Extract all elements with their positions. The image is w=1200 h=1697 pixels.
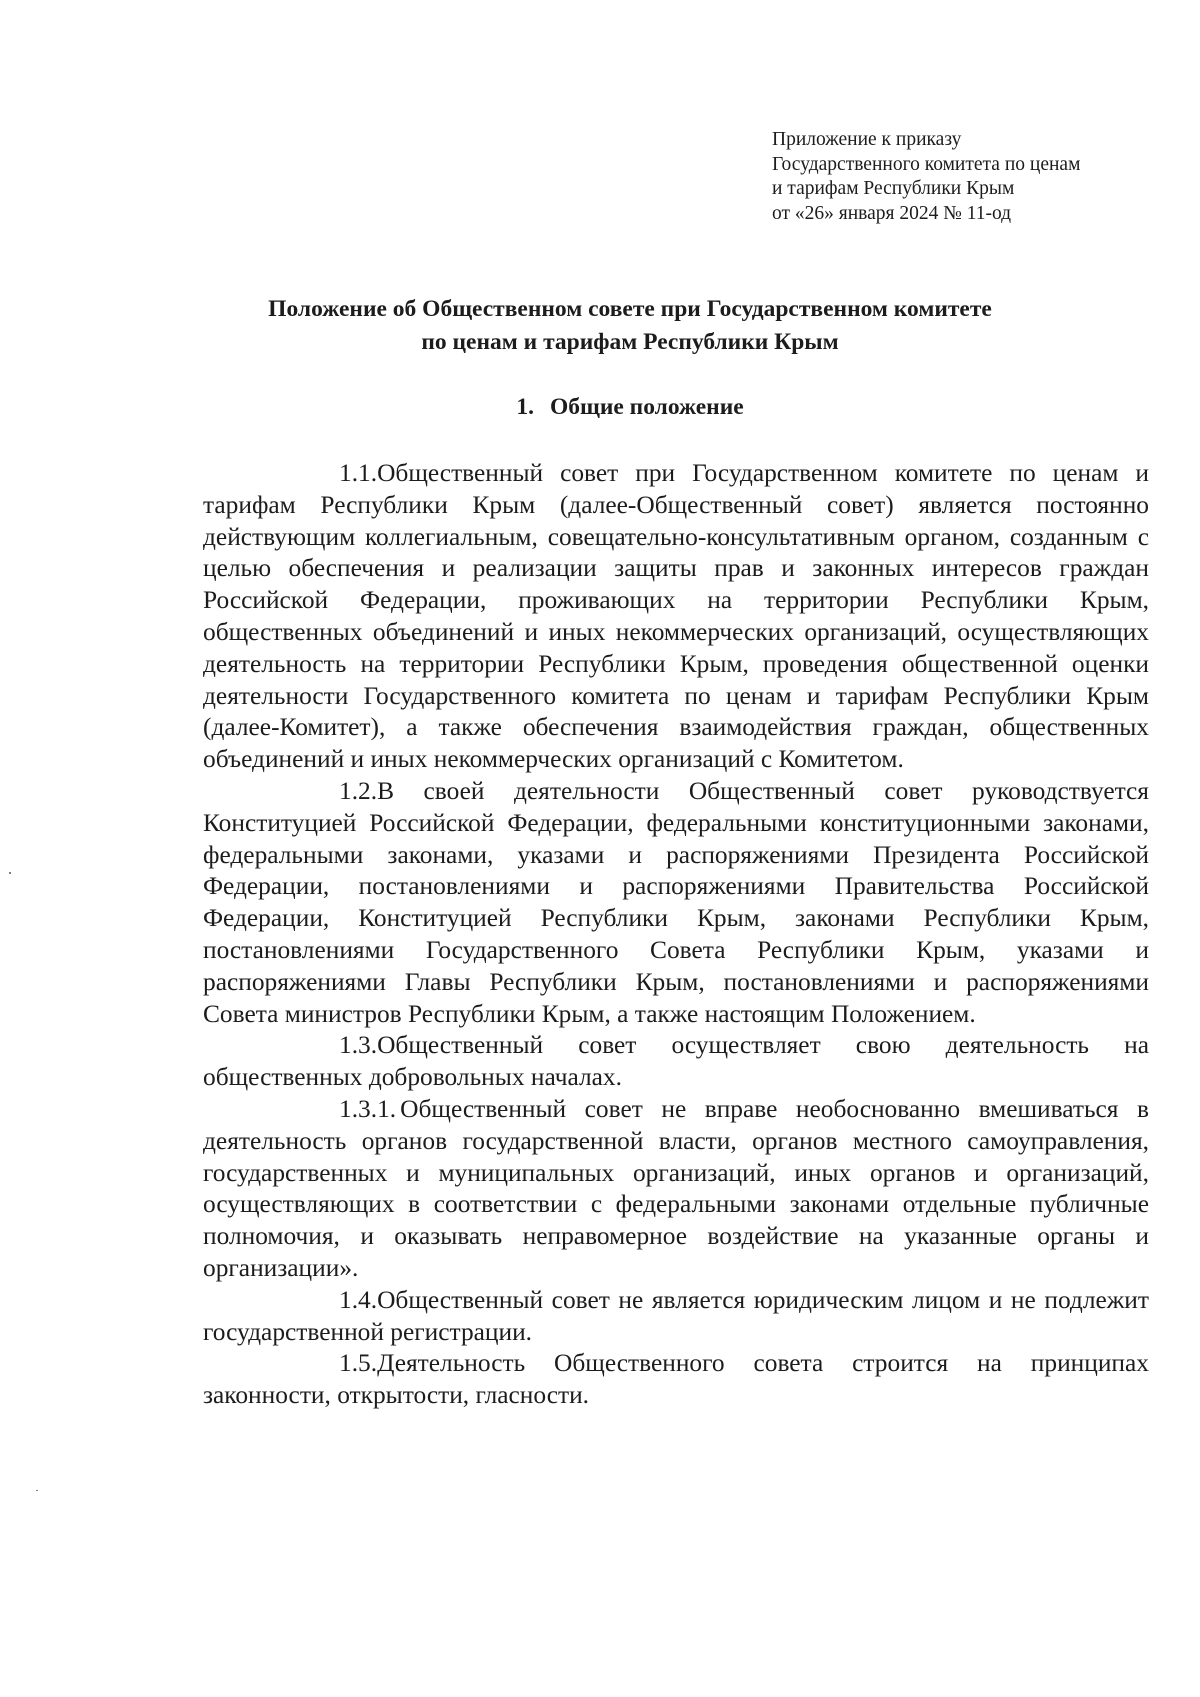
appendix-line: Государственного комитета по ценам bbox=[772, 153, 1081, 175]
paragraph-number: 1.4. bbox=[339, 1285, 378, 1314]
paragraph bbox=[203, 1348, 1149, 1412]
paragraph-text: Общественный совет не вправе необоснованно вмешиваться в деятельность органов государственной власти, органов местного самоуправления, государственных и муниципальных организаций, иных органов и организаций, осуществляющих в соответствии с федеральными законами отдельные публичные полномочия, и оказывать неправомерное воздействие на указанные органы и организации». bbox=[203, 1094, 1149, 1282]
paragraph-text: В своей деятельности Общественный совет руководствуется Конституцией Российской Федерации, федеральными конституционными законами, федеральными законами, указами и распоряжениями Президента Российской Федерации, постановлениями и распоряжениями Правительства Российской Федерации, Конституцией Республики Крым, законами Республики Крым, постановлениями Государственного Совета Республики Крым, указами и распоряжениями Главы Республики Крым, постановлениями и распоряжениями Совета министров Республики Крым, а также настоящим Положением. bbox=[203, 776, 1149, 1028]
section-title: Общие положение bbox=[549, 394, 744, 420]
document-title-line: Положение об Общественном совете при Государственном комитете bbox=[268, 296, 992, 322]
scan-speck bbox=[9, 872, 11, 874]
section-number: 1. bbox=[516, 394, 534, 420]
document-title bbox=[200, 293, 1060, 359]
appendix-line: от «26» января 2024 № 11-од bbox=[772, 202, 1012, 224]
paragraph-number: 1.3.1. bbox=[339, 1094, 397, 1123]
document-body bbox=[203, 458, 1149, 1412]
appendix-reference bbox=[772, 128, 1172, 226]
paragraph bbox=[203, 1285, 1149, 1349]
paragraph-number: 1.5. bbox=[339, 1349, 378, 1378]
paragraph-text: Общественный совет осуществляет свою деятельность на общественных добровольных началах. bbox=[203, 1031, 1149, 1092]
paragraph-number: 1.2. bbox=[339, 776, 378, 805]
section-heading bbox=[200, 392, 1060, 422]
scan-speck bbox=[36, 1490, 38, 1491]
paragraph bbox=[203, 458, 1149, 776]
paragraph bbox=[203, 776, 1149, 1030]
paragraph-text: Общественный совет при Государственном комитете по ценам и тарифам Республики Крым (далее-Общественный совет) является постоянно действующим коллегиальным, совещательно-консультативным органом, созданным с целью обеспечения и реализации защиты прав и законных интересов граждан Российской Федерации, проживающих на территории Республики Крым, общественных объединений и иных некоммерческих организаций, осуществляющих деятельность на территории Республики Крым, проведения общественной оценки деятельности Государственного комитета по ценам и тарифам Республики Крым (далее-Комитет), а также обеспечения взаимодействия граждан, общественных объединений и иных некоммерческих организаций с Комитетом. bbox=[203, 459, 1149, 774]
paragraph bbox=[203, 1094, 1149, 1285]
appendix-line: Приложение к приказу bbox=[772, 129, 962, 150]
paragraph bbox=[203, 1030, 1149, 1094]
appendix-line: и тарифам Республики Крым bbox=[772, 178, 1015, 199]
paragraph-number: 1.3. bbox=[339, 1031, 378, 1060]
document-title-line: по ценам и тарифам Республики Крым bbox=[421, 329, 839, 355]
paragraph-text: Деятельность Общественного совета строится на принципах законности, открытости, гласности. bbox=[203, 1349, 1149, 1410]
paragraph-text: Общественный совет не является юридическим лицом и не подлежит государственной регистрации. bbox=[203, 1285, 1149, 1346]
paragraph-number: 1.1. bbox=[339, 459, 378, 487]
